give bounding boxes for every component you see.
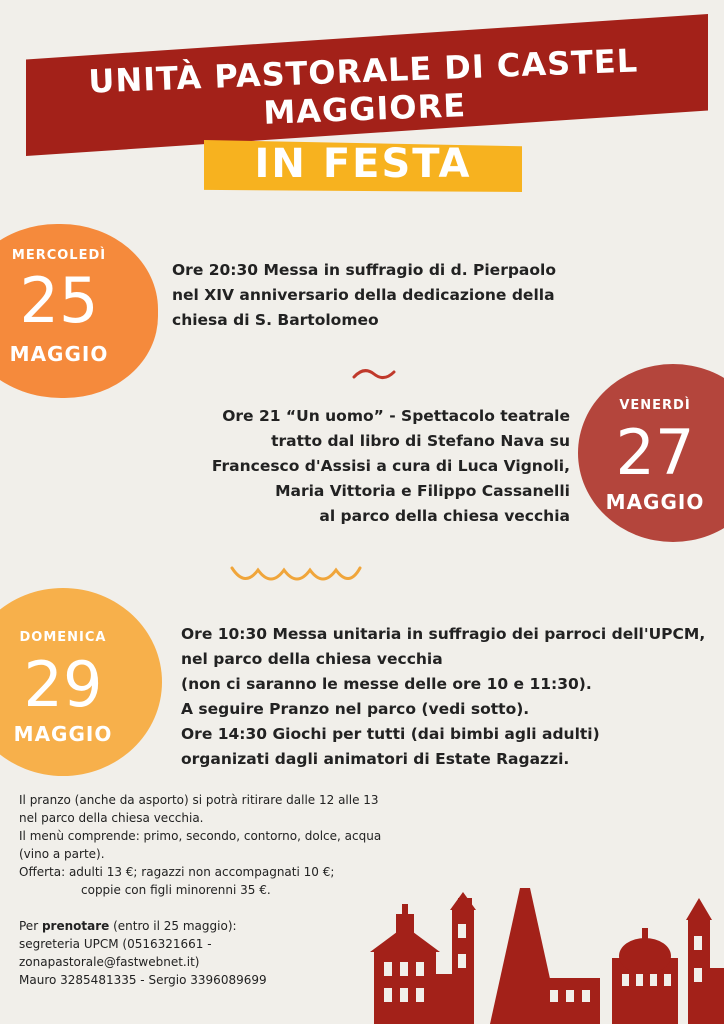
date-month: MAGGIO: [13, 722, 113, 746]
event-line: organizati dagli animatori di Estate Ragazzi.: [181, 750, 570, 768]
event-line: al parco della chiesa vecchia: [319, 507, 570, 525]
event-line: Maria Vittoria e Filippo Cassanelli: [275, 482, 570, 500]
event-description-27: [170, 404, 570, 529]
event-line: A seguire Pranzo nel parco (vedi sotto).: [181, 700, 530, 718]
event-line: (non ci saranno le messe delle ore 10 e 11:30).: [181, 675, 592, 693]
info-line: Il menù comprende: primo, secondo, contorno, dolce, acqua: [19, 829, 382, 843]
info-line: Offerta: adulti 13 €; ragazzi non accompagnati 10 €;: [19, 865, 335, 879]
date-badge-25: [0, 224, 158, 398]
booking-heading: Per prenotare (entro il 25 maggio):: [19, 919, 237, 933]
date-weekday: VENERDÌ: [619, 398, 691, 413]
date-weekday: DOMENICA: [19, 630, 107, 645]
event-line: Francesco d'Assisi a cura di Luca Vignoli,: [211, 457, 570, 475]
event-line: Ore 21 “Un uomo” - Spettacolo teatrale: [222, 407, 570, 425]
event-line: tratto dal libro di Stefano Nava su: [271, 432, 570, 450]
info-line: (vino a parte).: [19, 847, 105, 861]
date-weekday: MERCOLEDÌ: [11, 248, 107, 263]
date-day: 29: [23, 648, 103, 721]
date-day: 25: [19, 264, 99, 337]
event-line: nel parco della chiesa vecchia: [181, 650, 443, 668]
contact-line: zonapastorale@fastwebnet.it): [19, 955, 200, 969]
date-month: MAGGIO: [605, 490, 705, 514]
info-line: Il pranzo (anche da asporto) si potrà ritirare dalle 12 alle 13: [19, 793, 379, 807]
info-line: nel parco della chiesa vecchia.: [19, 811, 204, 825]
squiggle-decoration: [350, 364, 398, 384]
event-line: Ore 14:30 Giochi per tutti (dai bimbi agli adulti): [181, 725, 600, 743]
event-line: Ore 20:30 Messa in suffragio di d. Pierpaolo: [172, 261, 557, 279]
page-subtitle: IN FESTA: [254, 141, 472, 187]
event-line: nel XIV anniversario della dedicazione della: [172, 286, 555, 304]
event-description-25: [172, 258, 572, 333]
date-badge-27: [578, 364, 724, 542]
date-month: MAGGIO: [9, 342, 109, 366]
booking-keyword: prenotare: [41, 919, 110, 933]
event-line: chiesa di S. Bartolomeo: [172, 311, 379, 329]
page-title: UNITÀ PASTORALE DI CASTEL MAGGIORE: [87, 41, 639, 132]
scallop-decoration: [228, 562, 364, 586]
date-badge-29: [0, 588, 162, 776]
date-day: 27: [615, 416, 695, 489]
event-line: Ore 10:30 Messa unitaria in suffragio dei parroci dell'UPCM,: [181, 625, 706, 643]
contact-line: segreteria UPCM (0516321661 -: [19, 937, 212, 951]
info-line: coppie con figli minorenni 35 €.: [81, 883, 271, 897]
contact-line: Mauro 3285481335 - Sergio 3396089699: [19, 973, 267, 987]
town-skyline-illustration: [370, 878, 724, 1024]
event-description-29: [181, 622, 706, 772]
